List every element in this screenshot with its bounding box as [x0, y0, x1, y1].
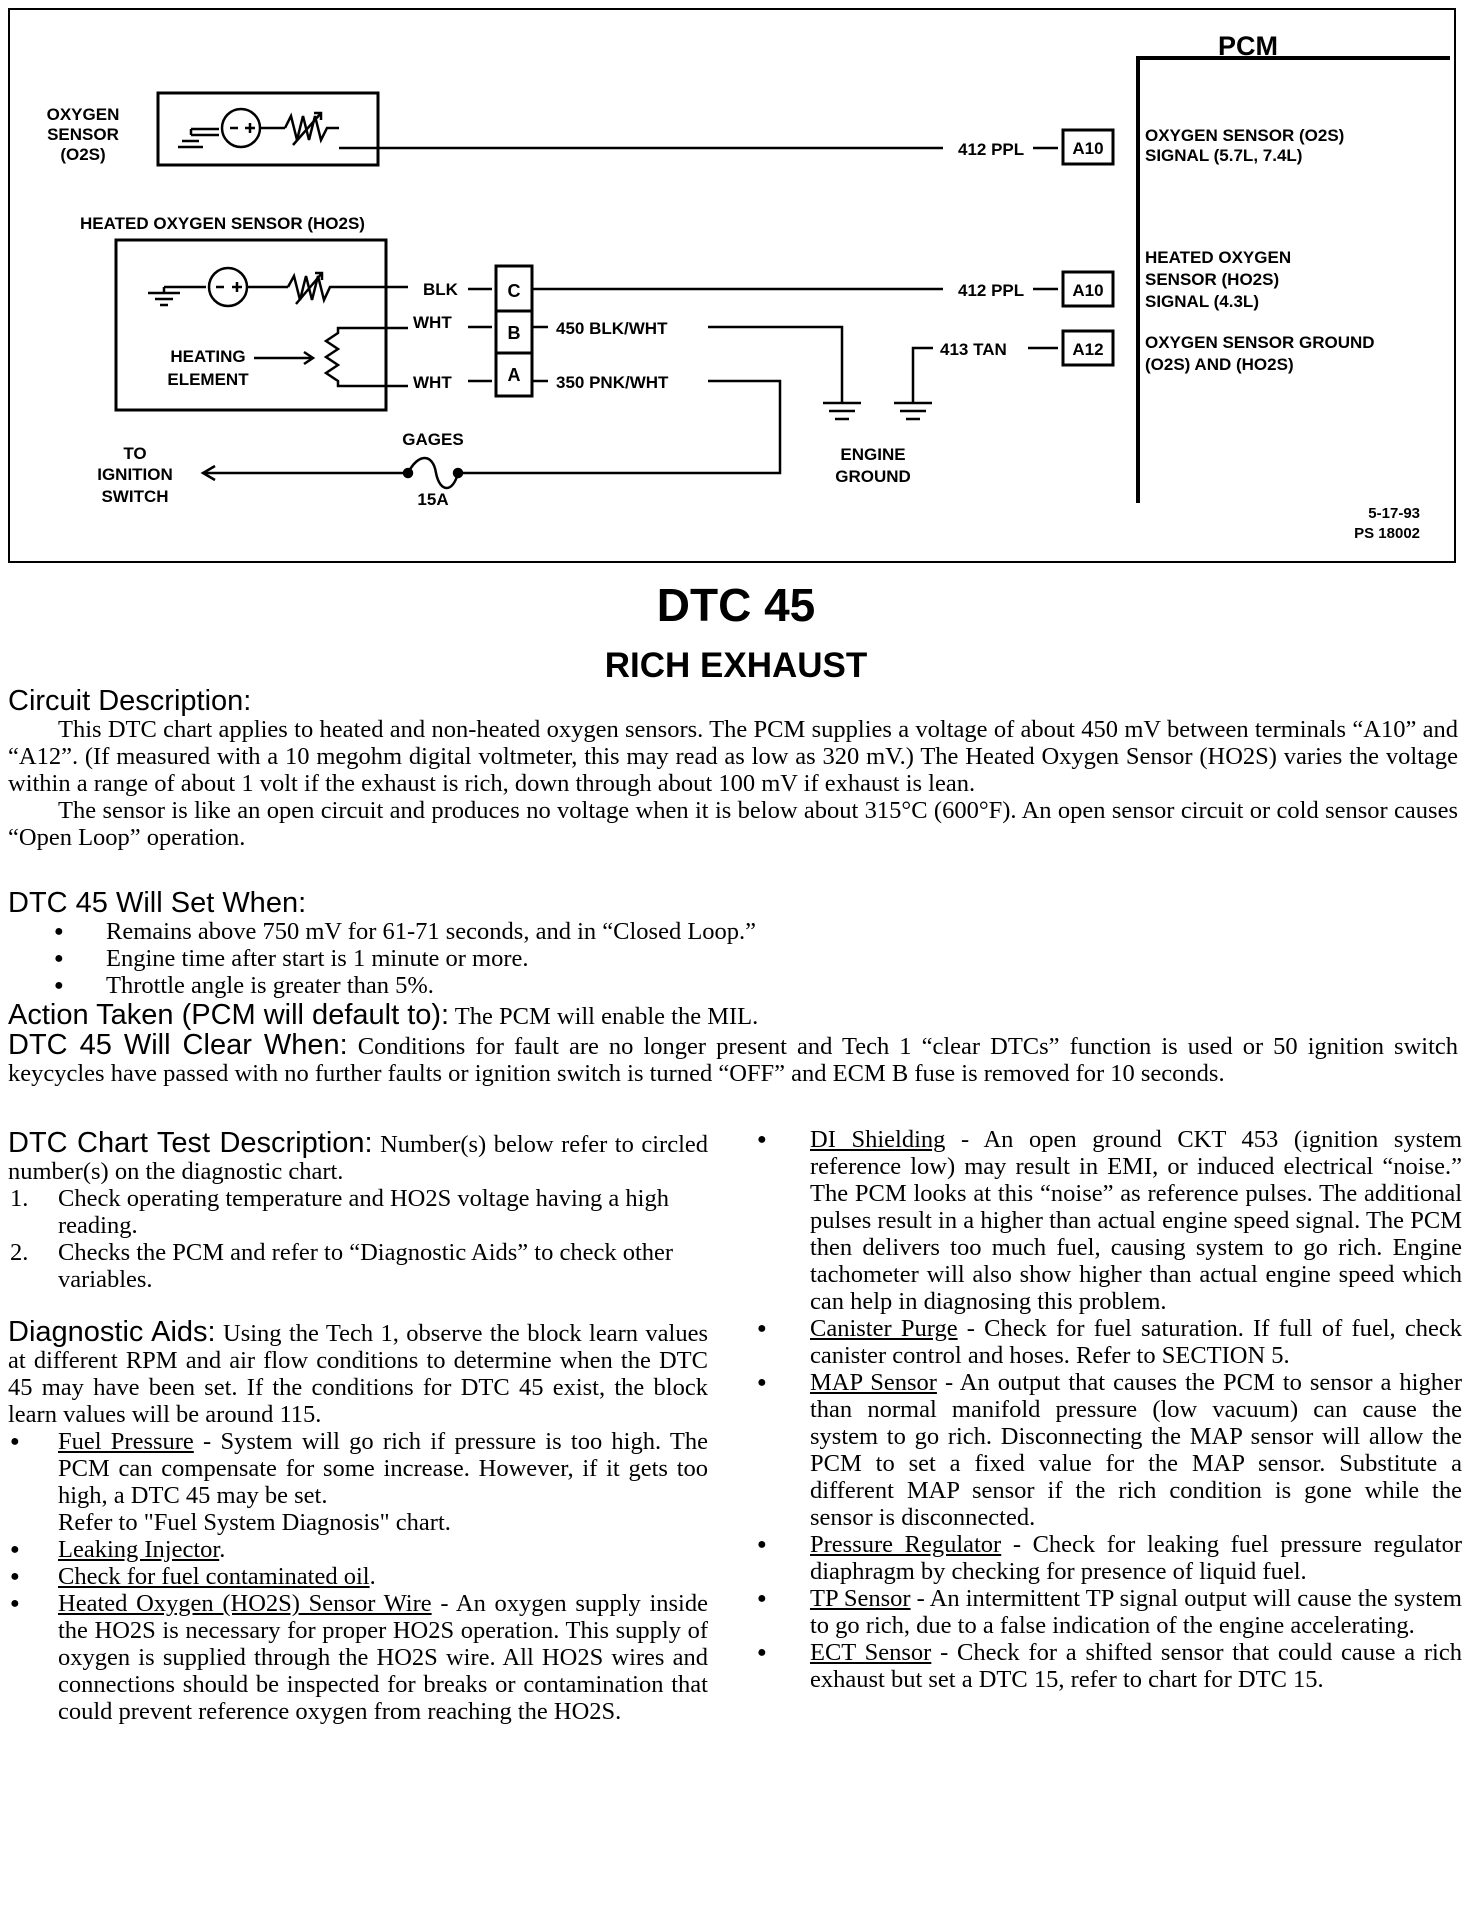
- to-ignition-label: [97, 444, 173, 506]
- diag-aid-text: - Check for leaking fuel pressure regulator diaphragm by checking for presence of liquid fuel.: [810, 1531, 1463, 1585]
- set-when-item: ● Remains above 750 mV for 61-71 seconds, and in “Closed Loop.”: [8, 918, 1458, 945]
- svg-text:SIGNAL (4.3L): SIGNAL (4.3L): [1145, 292, 1259, 311]
- wire-wht1: WHT: [413, 313, 452, 332]
- chart-test-item: [8, 1239, 708, 1293]
- svg-text:OXYGEN SENSOR GROUND: OXYGEN SENSOR GROUND: [1145, 333, 1375, 352]
- wire-413: 413 TAN: [940, 340, 1007, 359]
- diag-aid-text: - An output that causes the PCM to sensor a higher than normal manifold pressure (low vacuum) can cause the system to go rich. Disconnecting the MAP sensor will allow the PCM to set a fixed value for the MAP sensor. Substitute a different MAP sensor if the rich condition is gone while the sensor is disconnected.: [810, 1369, 1462, 1531]
- svg-text:SWITCH: SWITCH: [101, 487, 169, 506]
- diag-aid-title: TP Sensor: [810, 1585, 911, 1612]
- diag-aid-title: Fuel Pressure: [58, 1428, 194, 1455]
- wire-450: 450 BLK/WHT: [556, 319, 668, 338]
- pcm-o2s-signal-label: [1145, 126, 1344, 165]
- wire-413-path: [913, 348, 933, 403]
- set-when-section: [8, 888, 1458, 999]
- svg-text:(O2S): (O2S): [60, 145, 106, 164]
- page-title: DTC 45: [656, 579, 816, 631]
- action-taken-heading: Action Taken (PCM will default to):: [8, 999, 450, 1031]
- fuse-symbol: [404, 458, 462, 488]
- connector-b: B: [507, 323, 521, 343]
- set-when-item: ● Throttle angle is greater than 5%.: [8, 972, 1458, 999]
- right-column: [757, 1126, 1462, 1693]
- diag-aid-item: [8, 1590, 708, 1725]
- svg-text:OXYGEN: OXYGEN: [46, 105, 120, 124]
- o2s-sensor-symbol: [178, 109, 339, 147]
- svg-text:OXYGEN SENSOR (O2S): OXYGEN SENSOR (O2S): [1145, 126, 1345, 145]
- diag-aid-text: - Check for fuel saturation. If full of fuel, check canister control and hoses. Refer to SECTION 5.: [810, 1315, 1462, 1369]
- chart-test-heading: DTC Chart Test Description:: [8, 1127, 373, 1159]
- heating-element-label: [167, 347, 249, 389]
- diagnostic-aids-intro: Using the Tech 1, observe the block learn values at different RPM and air flow conditions to determine when the DTC 45 may have been set. If the conditions for DTC 45 exist, the block learn values will be around 115.: [8, 1320, 708, 1428]
- svg-text:ELEMENT: ELEMENT: [167, 370, 249, 389]
- date-code: 5-17-93: [1368, 505, 1420, 522]
- diag-aid-item: [8, 1428, 708, 1536]
- diag-aid-title: Canister Purge: [810, 1315, 958, 1342]
- circuit-description-p2: The sensor is like an open circuit and produces no voltage when it is below about 315°C (600°F). An open sensor circuit or cold sensor causes “Open Loop” operation.: [8, 797, 1458, 851]
- pin-a10-mid: A10: [1072, 281, 1104, 300]
- diag-aid-title: MAP Sensor: [810, 1369, 937, 1396]
- set-when-item: ● Engine time after start is 1 minute or more.: [8, 945, 1458, 972]
- diag-aid-text: - Check for a shifted sensor that could cause a rich exhaust but set a DTC 15, refer to chart for DTC 15.: [810, 1639, 1462, 1693]
- left-column: [8, 1128, 708, 1725]
- diag-aid-item: [8, 1536, 708, 1563]
- wiring-diagram: [8, 8, 1456, 563]
- chart-test-intro: Number(s) below refer to circled number(s) on the diagnostic chart.: [8, 1131, 708, 1185]
- engine-ground-label: [835, 445, 911, 486]
- svg-text:TO: TO: [123, 444, 147, 463]
- svg-text:GROUND: GROUND: [835, 467, 911, 486]
- set-when-heading: DTC 45 Will Set When:: [8, 887, 307, 919]
- clear-when-heading: DTC 45 Will Clear When:: [8, 1029, 348, 1061]
- ho2s-label: HEATED OXYGEN SENSOR (HO2S): [80, 214, 365, 233]
- chart-test-number: 2.: [10, 1239, 29, 1266]
- chart-test-text: Check operating temperature and HO2S voltage having a high reading.: [58, 1185, 669, 1239]
- clear-when-text: Conditions for fault are no longer present and Tech 1 “clear DTCs” function is used or 50 ignition switch keycycles have passed with no further faults or ignition switch is turned “OFF” and ECM B fuse is removed for 10 seconds.: [8, 1033, 1459, 1087]
- diag-aid-title: Pressure Regulator: [810, 1531, 1002, 1558]
- wire-350: 350 PNK/WHT: [556, 373, 669, 392]
- ps-code: PS 18002: [1354, 525, 1420, 542]
- fuse-label: 15A: [417, 490, 449, 509]
- connector-c: C: [507, 281, 521, 301]
- svg-text:IGNITION: IGNITION: [97, 465, 173, 484]
- chart-test-item: [8, 1185, 708, 1239]
- wire-412-mid: 412 PPL: [958, 281, 1025, 300]
- pin-a12: A12: [1072, 340, 1104, 359]
- clear-when-section: [8, 1030, 1458, 1087]
- diagnostic-aids-heading: Diagnostic Aids:: [8, 1316, 216, 1348]
- ho2s-box: [116, 240, 386, 410]
- engine-ground-symbol: [823, 403, 932, 419]
- oxygen-sensor-label: [47, 105, 120, 164]
- circuit-description-p1: This DTC chart applies to heated and non-heated oxygen sensors. The PCM supplies a voltage of about 450 mV between terminals “A10” and “A12”. (If measured with a 10 megohm digital voltmeter, this may read as low as 320 mV.) The Heated Oxygen Sensor (HO2S) varies the voltage within a range of about 1 volt if the exhaust is rich, down through about 100 mV if exhaust is lean.: [8, 716, 1458, 797]
- connector-stubs-left: [468, 289, 492, 381]
- diag-aid-item: [757, 1369, 1462, 1531]
- diag-aid-item: [757, 1126, 1462, 1315]
- gages-label: GAGES: [402, 430, 464, 449]
- diag-aid-item: [757, 1639, 1462, 1693]
- circuit-description-section: [8, 686, 1458, 851]
- svg-text:SENSOR (HO2S): SENSOR (HO2S): [1145, 270, 1280, 289]
- pcm-ho2s-signal-label: [1145, 248, 1291, 311]
- diag-aid-text: - An oxygen supply inside the HO2S is necessary for proper HO2S operation. This supply of oxygen is supplied through the HO2S wire. All HO2S wires and connections should be inspected for breaks or contamination that could prevent reference oxygen from reaching the HO2S.: [58, 1590, 708, 1725]
- circuit-description-heading: Circuit Description:: [8, 685, 252, 717]
- wire-blk: BLK: [423, 280, 458, 299]
- wire-450-path: [708, 327, 842, 403]
- diag-aid-extra: Refer to "Fuel System Diagnosis" chart.: [58, 1509, 451, 1536]
- svg-text:SENSOR: SENSOR: [47, 125, 119, 144]
- svg-text:ENGINE: ENGINE: [840, 445, 906, 464]
- action-taken-section: [8, 1000, 1458, 1030]
- chart-test-number: 1.: [10, 1185, 29, 1212]
- diag-aid-title: Leaking Injector: [58, 1536, 220, 1563]
- pin-a10-top: A10: [1072, 139, 1104, 158]
- pcm-label: PCM: [1218, 31, 1278, 61]
- svg-text:(O2S) AND (HO2S): (O2S) AND (HO2S): [1145, 355, 1294, 374]
- action-taken-text: The PCM will enable the MIL.: [454, 1003, 759, 1030]
- svg-text:HEATED OXYGEN: HEATED OXYGEN: [1145, 248, 1292, 267]
- diag-aid-text: - An intermittent TP signal output will cause the system to go rich, due to a false indication of the engine accelerating.: [810, 1585, 1462, 1639]
- svg-text:SIGNAL (5.7L, 7.4L): SIGNAL (5.7L, 7.4L): [1145, 146, 1303, 165]
- diag-aid-item: [8, 1563, 708, 1590]
- diag-aid-item: [757, 1315, 1462, 1369]
- diag-aid-item: [757, 1585, 1462, 1639]
- svg-text:HEATING: HEATING: [170, 347, 246, 366]
- page-subtitle: RICH EXHAUST: [604, 646, 868, 685]
- diag-aid-title: ECT Sensor: [810, 1639, 932, 1666]
- diag-aid-text: .: [369, 1563, 376, 1590]
- chart-test-text: Checks the PCM and refer to “Diagnostic Aids” to check other variables.: [58, 1239, 674, 1293]
- diag-aid-title: DI Shielding: [810, 1126, 946, 1153]
- diag-aid-title: Check for fuel contaminated oil: [58, 1563, 370, 1590]
- ho2s-sensor-symbol: [148, 268, 408, 306]
- connector-a: A: [507, 365, 521, 385]
- diag-aid-text: - An open ground CKT 453 (ignition system reference low) may result in EMI, or induced electrical “noise.” The PCM looks at this “noise” as reference pulses. The additional pulses result in a higher than actual engine speed signal. The PCM then delivers too much fuel, causing system to go rich. Engine tachometer will also show higher than actual engine speed which can help in diagnosing this problem.: [810, 1126, 1462, 1315]
- wire-wht2: WHT: [413, 373, 452, 392]
- pcm-ground-label: [1145, 333, 1375, 374]
- wire-412-top: 412 PPL: [958, 140, 1025, 159]
- diag-aid-text: .: [219, 1536, 226, 1563]
- diag-aid-text: - System will go rich if pressure is too high. The PCM can compensate for some increase. However, if it gets too high, a DTC 45 may be set.: [58, 1428, 708, 1509]
- to-ignition-arrow: [203, 466, 408, 480]
- diag-aid-item: [757, 1531, 1462, 1585]
- diag-aid-title: Heated Oxygen (HO2S) Sensor Wire: [58, 1590, 432, 1617]
